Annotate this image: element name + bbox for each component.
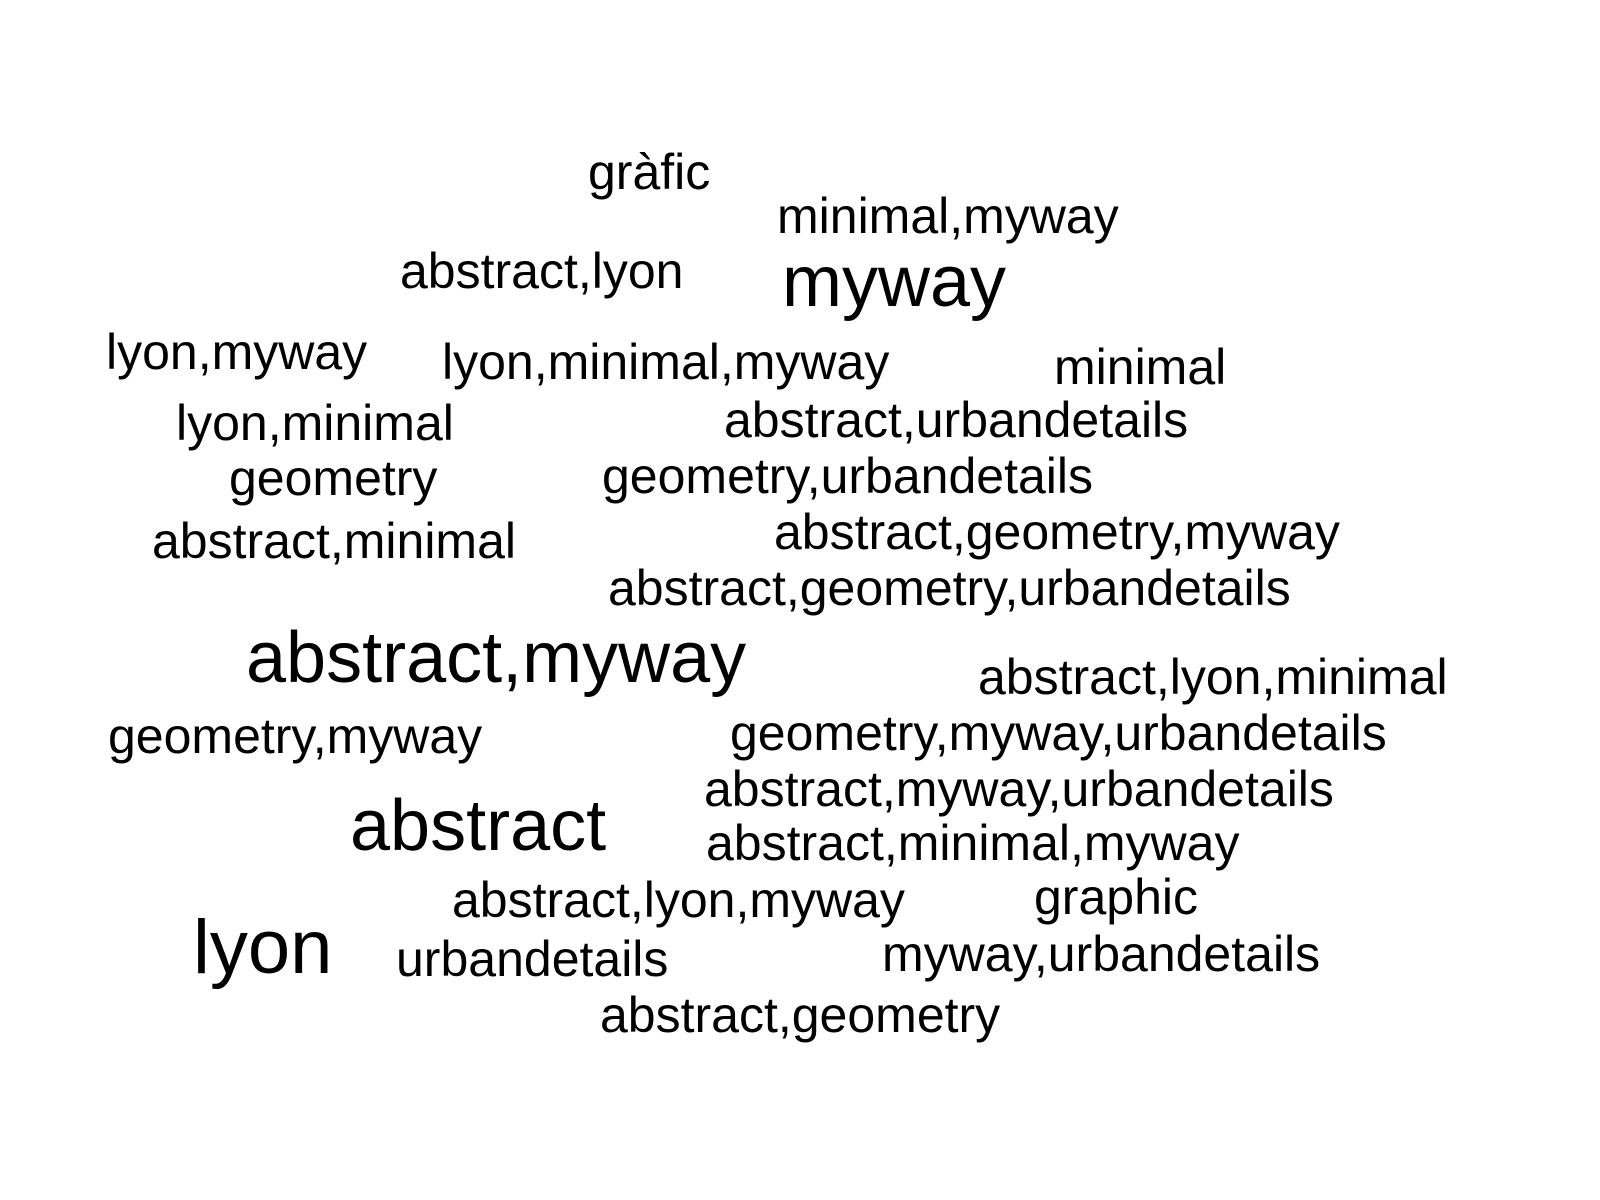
word-lyon-myway: lyon,myway <box>106 324 368 380</box>
word-grafic: gràfic <box>588 144 711 200</box>
word-geometry-myway: geometry,myway <box>108 708 483 764</box>
word-minimal: minimal <box>1054 339 1227 395</box>
word-abstract-geometry-myway: abstract,geometry,myway <box>774 504 1340 560</box>
word-lyon-minimal: lyon,minimal <box>176 395 454 451</box>
word-geometry-myway-urbandetails: geometry,myway,urbandetails <box>730 705 1387 761</box>
word-lyon-minimal-myway: lyon,minimal,myway <box>442 334 890 390</box>
word-abstract-minimal-myway: abstract,minimal,myway <box>706 815 1240 871</box>
word-myway: myway <box>782 242 1007 322</box>
word-abstract-geometry: abstract,geometry <box>600 987 1001 1043</box>
word-geometry: geometry <box>229 450 438 506</box>
word-minimal-myway: minimal,myway <box>777 188 1119 244</box>
word-lyon: lyon <box>193 905 333 990</box>
word-abstract-minimal: abstract,minimal <box>152 513 516 569</box>
word-abstract-geometry-urbandetails: abstract,geometry,urbandetails <box>608 560 1291 616</box>
word-abstract-myway-urbandetails: abstract,myway,urbandetails <box>704 761 1334 817</box>
word-graphic: graphic <box>1034 869 1198 925</box>
word-abstract-urbandetails: abstract,urbandetails <box>724 392 1189 448</box>
word-geometry-urbandetails: geometry,urbandetails <box>602 448 1094 504</box>
word-abstract-lyon: abstract,lyon <box>400 243 684 299</box>
word-urbandetails: urbandetails <box>396 931 669 987</box>
word-abstract-lyon-minimal: abstract,lyon,minimal <box>978 649 1448 705</box>
word-abstract-myway: abstract,myway <box>246 618 747 698</box>
word-abstract-lyon-myway: abstract,lyon,myway <box>452 872 905 928</box>
word-abstract: abstract <box>350 786 607 866</box>
word-myway-urbandetails: myway,urbandetails <box>882 926 1321 982</box>
